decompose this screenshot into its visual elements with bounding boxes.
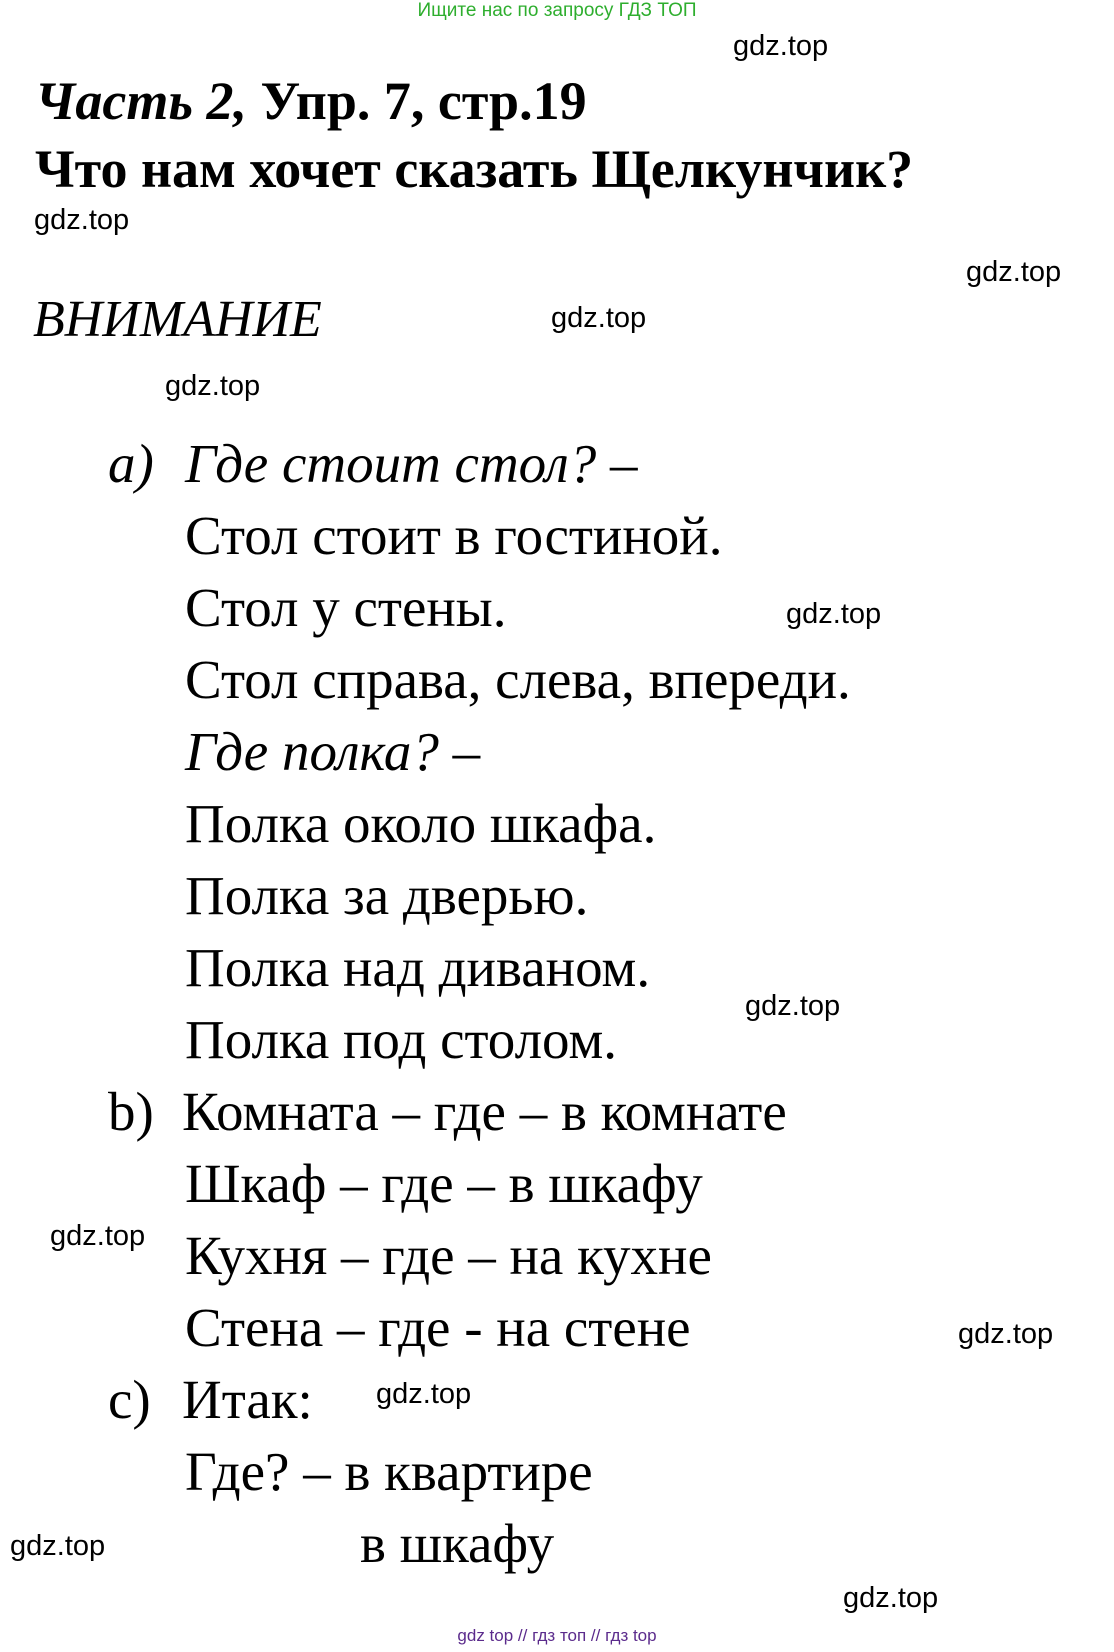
- page-subtitle: Что нам хочет сказать Щелкунчик?: [35, 139, 914, 199]
- section-a-question-2: Где полка? –: [185, 721, 481, 782]
- section-c-line: Где? – в квартире: [185, 1441, 593, 1502]
- title-exercise: Упр. 7, стр.19: [247, 71, 587, 131]
- watermark: gdz.top: [786, 598, 882, 630]
- section-b-line: Кухня – где – на кухне: [185, 1225, 712, 1286]
- watermark: gdz.top: [966, 256, 1062, 288]
- answer-line: Полка под столом.: [185, 1009, 618, 1070]
- watermark: gdz.top: [34, 204, 130, 236]
- answer-line: Стол стоит в гостиной.: [185, 505, 723, 566]
- section-a-marker: a): [108, 433, 154, 494]
- watermark: gdz.top: [551, 302, 647, 334]
- section-c-line: в шкафу: [360, 1513, 555, 1574]
- section-b-line: Шкаф – где – в шкафу: [185, 1153, 703, 1214]
- section-a-question-1: Где стоит стол? –: [185, 433, 638, 494]
- watermark: gdz.top: [165, 370, 261, 402]
- answer-line: Полка над диваном.: [185, 937, 651, 998]
- answer-line: Полка около шкафа.: [185, 793, 657, 854]
- watermark: gdz.top: [50, 1220, 146, 1252]
- section-b-line: Комната – где – в комнате: [182, 1081, 787, 1142]
- section-c-marker: c): [108, 1369, 151, 1430]
- attention-heading: ВНИМАНИЕ: [33, 291, 322, 348]
- title-part: Часть 2,: [35, 71, 248, 131]
- footer-links: gdz top // гдз топ // гдз top: [457, 1626, 657, 1645]
- watermark: gdz.top: [745, 990, 841, 1022]
- page-title: [35, 71, 587, 131]
- watermark: gdz.top: [958, 1318, 1054, 1350]
- watermark: gdz.top: [733, 30, 829, 62]
- answer-line: Полка за дверью.: [185, 865, 589, 926]
- section-b-line: Стена – где - на стене: [185, 1297, 691, 1358]
- watermark: gdz.top: [10, 1530, 106, 1562]
- answer-line: Стол у стены.: [185, 577, 507, 638]
- section-b-marker: b): [108, 1081, 154, 1142]
- section-c-intro: Итак:: [182, 1369, 313, 1430]
- answer-line: Стол справа, слева, впереди.: [185, 649, 851, 710]
- watermark: gdz.top: [843, 1582, 939, 1614]
- watermark: gdz.top: [376, 1378, 472, 1410]
- top-banner: Ищите нас по запросу ГДЗ ТОП: [417, 0, 697, 21]
